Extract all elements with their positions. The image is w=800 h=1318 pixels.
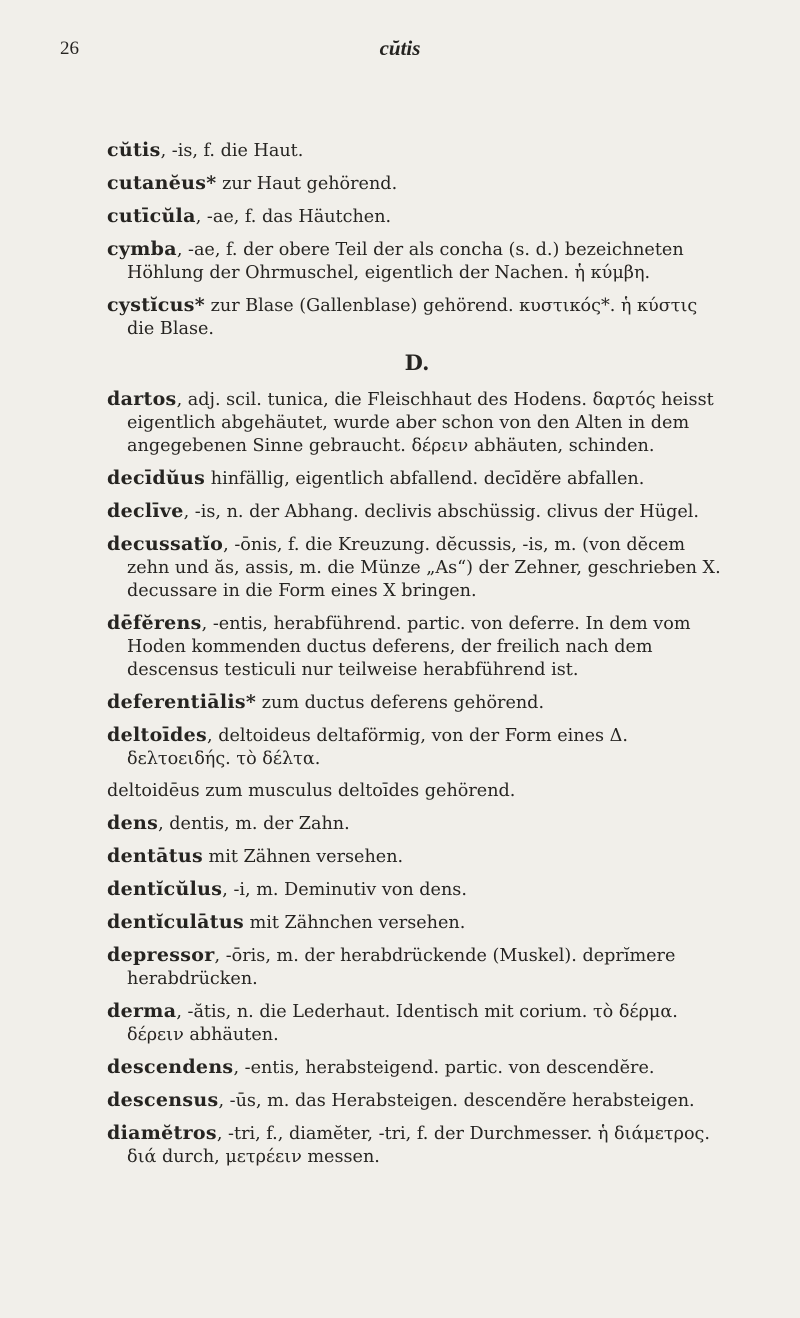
entry-text: , -ōris, m. der herabdrückende (Muskel). deprĭmere herabdrücken. — [127, 946, 676, 989]
headword: decussatĭo — [107, 533, 224, 555]
headword: dentĭcŭlus — [107, 878, 223, 900]
headword: dentĭculātus — [107, 911, 244, 933]
entry-text: , -i, m. Deminutiv von dens. — [222, 880, 467, 900]
entry-text: zur Blase (Gallenblase) gehörend. κυστικός*. ἡ κύστις die Blase. — [127, 296, 698, 339]
dictionary-entry — [107, 500, 727, 524]
entry-text: mit Zähnchen versehen. — [243, 913, 466, 933]
entry-text: zur Haut gehörend. — [216, 174, 398, 194]
entry-text: , -ūs, m. das Herabsteigen. descendĕre herabsteigen. — [218, 1091, 695, 1111]
headword: dens — [107, 812, 159, 834]
dictionary-entry — [107, 1122, 727, 1169]
dictionary-entry — [107, 878, 727, 902]
entry-text: , dentis, m. der Zahn. — [158, 814, 350, 834]
headword: deltoīdes — [107, 724, 208, 746]
entry-text: , deltoideus deltaförmig, von der Form eines Δ. δελτοειδής. τὸ δέλτα. — [127, 726, 628, 769]
headword: cutanĕus* — [107, 172, 217, 194]
dictionary-entry — [107, 691, 727, 715]
entry-text: , -is, f. die Haut. — [160, 141, 304, 161]
entry-text: , -ae, f. der obere Teil der als concha (s. d.) bezeichneten Höhlung der Ohrmuschel, eigentlich der Nachen. ἡ κύμβη. — [127, 240, 684, 283]
section-letter: D. — [404, 350, 430, 375]
entry-text: , adj. scil. tunica, die Fleischhaut des Hodens. δαρτός heisst eigentlich abgehäutet, wurde aber schon von den Alten in dem angegebenen Sinne gebraucht. δέρειν abhäuten, schinden. — [127, 390, 714, 456]
dictionary-entry — [107, 812, 727, 836]
page-body — [107, 139, 727, 1178]
dictionary-entry — [107, 724, 727, 771]
headword: dēfĕrens — [107, 612, 202, 634]
headword: dartos — [107, 388, 177, 410]
entry-text: zum ductus deferens gehörend. — [256, 693, 545, 713]
entry-text: , -tri, f., diamĕter, -tri, f. der Durchmesser. ἡ διάμετρος. διά durch, μετρέειν messen. — [127, 1124, 710, 1167]
dictionary-entry — [107, 612, 727, 682]
dictionary-entry — [107, 780, 727, 803]
dictionary-entry — [107, 911, 727, 935]
dictionary-entry — [107, 944, 727, 991]
dictionary-entry — [107, 238, 727, 285]
headword: dentātus — [107, 845, 203, 867]
dictionary-entry — [107, 1056, 727, 1080]
dictionary-entry — [107, 533, 727, 603]
dictionary-entry — [107, 205, 727, 229]
entry-text: , -entis, herabführend. partic. von deferre. In dem vom Hoden kommenden ductus deferens, der freilich nach dem descensus testiculi nur teilweise herabführend ist. — [127, 614, 691, 680]
entry-text: , -is, n. der Abhang. declivis abschüssig. clivus der Hügel. — [183, 502, 699, 522]
headword: cymba — [107, 238, 177, 260]
running-head: cŭtis — [379, 36, 421, 60]
headword: cŭtis — [107, 139, 161, 161]
dictionary-entry — [107, 388, 727, 458]
headword: cutīcŭla — [107, 205, 196, 227]
headword: deferentiālis* — [107, 691, 257, 713]
entry-text: , -ae, f. das Häutchen. — [195, 207, 392, 227]
page-number: 26 — [60, 38, 79, 59]
headword: diamĕtros — [107, 1122, 217, 1144]
dictionary-entry — [107, 467, 727, 491]
dictionary-entry — [107, 1089, 727, 1113]
dictionary-entry — [107, 294, 727, 341]
entries-c — [107, 139, 727, 341]
dictionary-entry — [107, 172, 727, 196]
dictionary-entry — [107, 845, 727, 869]
entries-d — [107, 388, 727, 1169]
entry-text: , -entis, herabsteigend. partic. von descendĕre. — [233, 1058, 655, 1078]
headword: descensus — [107, 1089, 219, 1111]
dictionary-entry — [107, 139, 727, 163]
headword: declīve — [107, 500, 184, 522]
entry-text: , -ătis, n. die Lederhaut. Identisch mit corium. τὸ δέρμα. δέρειν abhäuten. — [127, 1002, 678, 1045]
dictionary-entry — [107, 1000, 727, 1047]
headword: cystĭcus* — [107, 294, 206, 316]
headword: depressor — [107, 944, 215, 966]
entry-text: deltoidēus zum musculus deltoīdes gehörend. — [107, 781, 516, 801]
headword: derma — [107, 1000, 177, 1022]
headword: descendens — [107, 1056, 234, 1078]
entry-text: hinfällig, eigentlich abfallend. decīdĕre abfallen. — [205, 469, 645, 489]
headword: decīdŭus — [107, 467, 206, 489]
entry-text: mit Zähnen versehen. — [202, 847, 404, 867]
entry-text: , -ōnis, f. die Kreuzung. dĕcussis, -is, m. (von dĕcem zehn und ăs, assis, m. die Münze „As“) der Zehner, geschrieben X. decussare in die Form eines X bringen. — [127, 535, 721, 601]
